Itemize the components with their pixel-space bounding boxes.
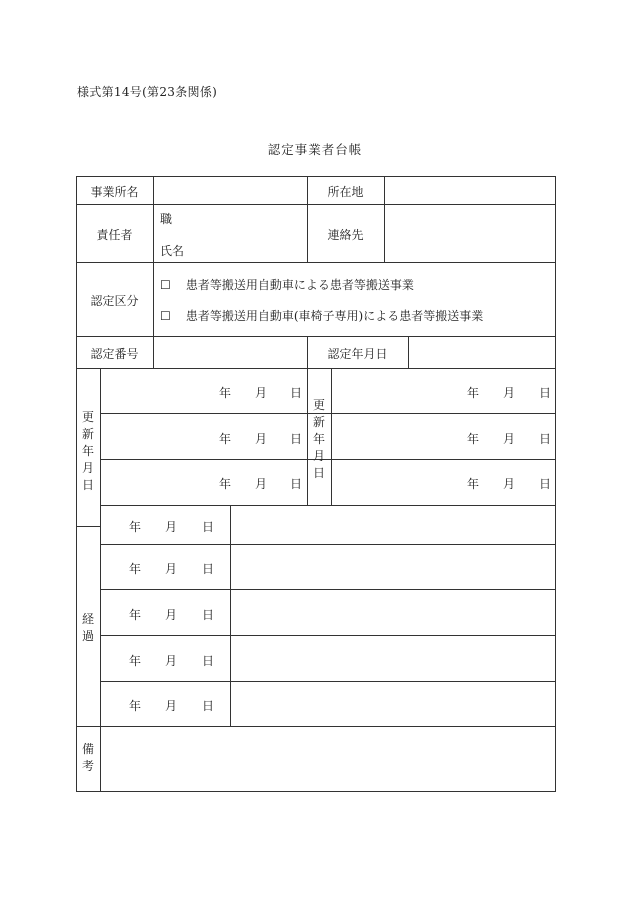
renewal-date-label: 更 新 年 月 日 [312, 398, 325, 480]
cert-number-label: 認定番号 [90, 347, 139, 361]
registry-table [76, 176, 556, 792]
cert-number-field[interactable] [154, 337, 306, 367]
cert-date-field[interactable] [409, 337, 555, 367]
name-label: 氏名 [160, 244, 185, 258]
cert-date-label: 認定年月日 [327, 347, 388, 361]
category-option-1[interactable] [160, 276, 414, 293]
checkbox-icon[interactable]: ☐ [160, 278, 171, 292]
office-name-field[interactable] [154, 177, 306, 203]
location-field[interactable] [385, 177, 555, 203]
checkbox-icon[interactable]: ☐ [160, 309, 171, 323]
category-option-label: 患者等搬送用自動車による患者等搬送事業 [185, 278, 414, 292]
history-label: 経 過 [81, 612, 94, 643]
contact-field[interactable] [385, 205, 555, 261]
category-option-label: 患者等搬送用自動車(車椅子専用)による患者等搬送事業 [185, 309, 484, 323]
document-title: 認定事業者台帳 [267, 142, 363, 157]
location-label: 所在地 [327, 185, 364, 199]
contact-label: 連絡先 [327, 228, 364, 242]
renewal-date-label: 更 新 年 月 日 [81, 410, 94, 492]
remarks-label: 備 考 [81, 742, 94, 773]
remarks-field[interactable] [101, 727, 555, 791]
responsible-person-label: 責任者 [96, 228, 133, 242]
form-number: 様式第14号(第23条関係) [77, 85, 218, 99]
category-option-2[interactable] [160, 307, 483, 324]
office-name-label: 事業所名 [90, 185, 139, 199]
category-label: 認定区分 [90, 294, 139, 308]
position-label: 職 [160, 212, 173, 226]
